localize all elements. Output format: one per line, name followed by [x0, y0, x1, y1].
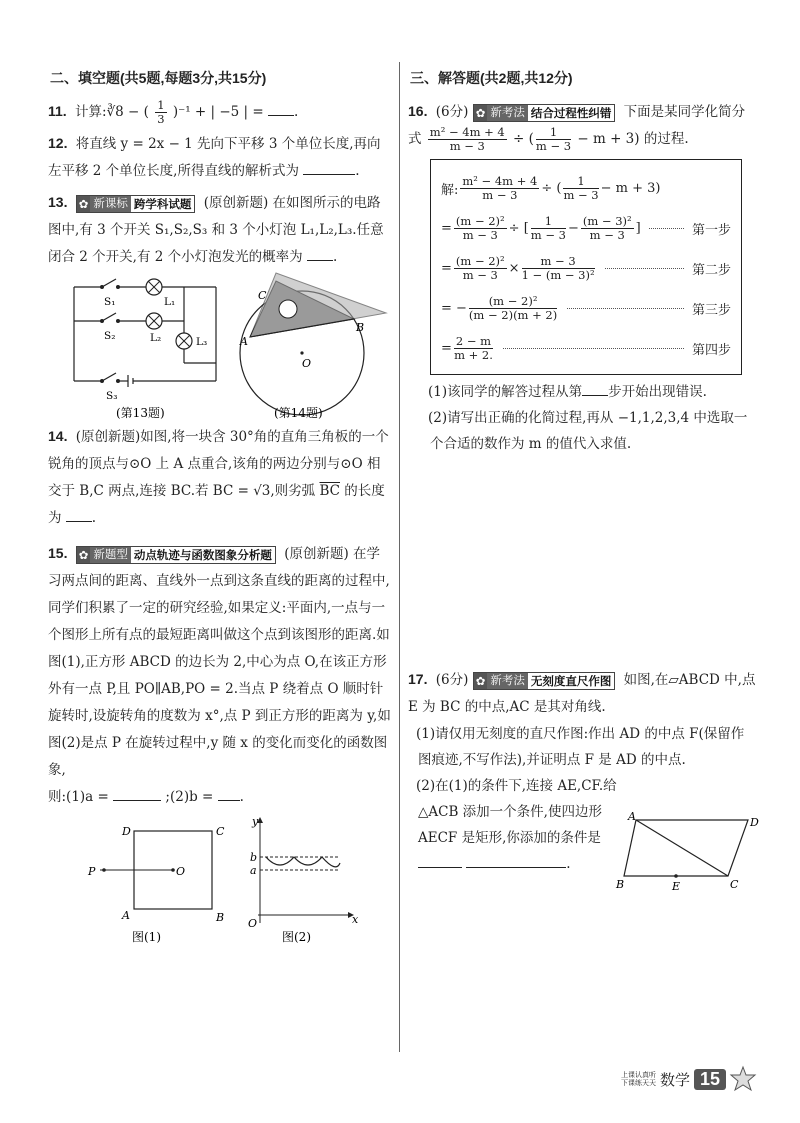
q15-figures — [48, 815, 392, 945]
question-11: 11. 计算:∛8 − ( $\frac{1}{3}$ )⁻¹ + | −5 | = . — [48, 98, 299, 126]
q14-number: 14. — [48, 428, 68, 444]
fig1-label-d: D — [122, 825, 131, 838]
q13-origin: (原创新题) — [203, 195, 269, 211]
q11-number: 11. — [48, 103, 67, 119]
fig2-label-y: y — [252, 815, 259, 828]
q16-step-2: = $\frac{\text{(m − 2)²}}{m - 3}$ × $\frac{m - 3}{\text{1 − (m − 3)²}}$ 第二步 — [441, 253, 731, 282]
label-l1: L₁ — [164, 296, 176, 308]
q11-tail: )⁻¹ + | −5 | = — [172, 104, 264, 120]
label-s2: S₂ — [104, 330, 116, 342]
q17-label-b: B — [616, 878, 625, 891]
q13-number: 13. — [48, 194, 68, 210]
q12-number: 12. — [48, 135, 68, 151]
q16-step-3: = − $\frac{\text{(m − 2)²}}{(m - 2)(m + 2)}$ 第三步 — [441, 293, 731, 322]
step-1-label: 第一步 — [691, 222, 731, 238]
fig2-label-a: a — [250, 864, 257, 877]
section-2-title: 二、填空题(共5题,每题3分,共15分) — [50, 70, 267, 86]
q14-text2: 的长度为 — [48, 483, 385, 526]
q12-text: 将直线 y = 2x − 1 先向下平移 3 个单位长度,再向左平移 2 个单位长度,所得直线的解析式为 — [48, 136, 381, 179]
question-13: 13. ✿ 新课标 跨学科试题 (原创新题) 在如图所示的电路图中,有 3 个开关 S₁,S₂,S₃ 和 3 个小灯泡 L₁,L₂,L₃.任意闭合 2 个开关,有 2 个小灯泡发光的概率为 . — [48, 194, 384, 265]
right-column — [408, 62, 759, 893]
q17-answer-blank[interactable] — [418, 853, 462, 868]
fig2-label-b: b — [250, 851, 258, 864]
footer-slogan: 上课认真听 下课练天天 — [620, 1071, 656, 1087]
q17-score: (6分) — [435, 672, 469, 688]
q14-arc: $\overline{BC}$ — [319, 483, 340, 499]
q15-answer-a-blank[interactable] — [113, 786, 161, 801]
q16-sub2: (2)请写出正确的化简过程,再从 −1,1,2,3,4 中选取一个合适的数作为 m 的值代入求值. — [428, 410, 748, 452]
q16-step-0: 解: $\frac{\text{m² − 4m + 4}}{m - 3}$ ÷ ( $\frac{1}{m - 3}$ − m + 3) — [441, 173, 661, 202]
question-12: 12. 将直线 y = 2x − 1 先向下平移 3 个单位长度,再向左平移 2 个单位长度,所得直线的解析式为 . — [48, 135, 381, 179]
step-4-label: 第四步 — [691, 342, 731, 358]
q17-sub1: (1)请仅用无刻度的直尺作图:作出 AD 的中点 F(保留作图痕迹,不写作法),并证明点 F 是 AD 的中点. — [416, 726, 745, 768]
label-b: B — [356, 321, 365, 334]
q16-step-1: = $\frac{\text{(m − 2)²}}{m - 3}$ ÷ [ $\frac{1}{m - 3}$ − $\frac{\text{(m − 3)²}}{m - 3}$ ] 第一步 — [441, 213, 731, 242]
fig13-caption: (第13题) — [116, 406, 165, 420]
q17-label-a: A — [628, 810, 636, 823]
q15-ask1: 则:(1)a = — [48, 789, 109, 805]
section-3-title: 三、解答题(共2题,共12分) — [410, 70, 573, 86]
star-icon: ✿ — [78, 196, 89, 211]
column-divider — [399, 62, 400, 1052]
q15-tag: ✿ 新题型 动点轨迹与函数图象分析题 — [76, 546, 276, 564]
q16-solution-box — [430, 159, 742, 375]
q16-text: 下面是某同学化简分式 — [408, 104, 746, 147]
label-o: O — [302, 357, 312, 370]
fig1-caption: 图(1) — [132, 930, 161, 944]
label-s3: S₃ — [106, 390, 118, 402]
q17-tag: ✿ 新考法 无刻度直尺作图 — [473, 672, 616, 690]
fig2-caption: 图(2) — [282, 930, 311, 944]
q16-sub1: (1)该同学的解答过程从第 步开始出现错误. — [408, 379, 756, 405]
question-14: 14. (原创新题)如图,将一块含 30°角的直角三角板的一个锐角的顶点与⊙O 上 A 点重合,该角的两边分别与⊙O 相交于 B,C 两点,连接 BC.若 BC = √3,则劣弧 $\overline{BC}$ 的长度为 . — [48, 428, 389, 526]
page-number: 15 — [694, 1069, 726, 1090]
fig2-label-x: x — [352, 913, 359, 926]
q14-answer-blank[interactable] — [66, 507, 92, 522]
fig1-label-b: B — [216, 911, 225, 924]
q13-answer-blank[interactable] — [307, 246, 333, 261]
q11-answer-blank[interactable] — [268, 101, 294, 116]
fig1-label-a: A — [122, 909, 130, 922]
figures-13-14 — [48, 275, 392, 423]
circuit-diagram — [48, 275, 392, 423]
star-icon: ✿ — [475, 673, 486, 688]
fig1-label-c: C — [216, 825, 225, 838]
q17-number: 17. — [408, 671, 428, 687]
q16-number: 16. — [408, 103, 428, 119]
q15-answer-b-blank[interactable] — [218, 786, 240, 801]
label-l3: L₃ — [196, 336, 208, 348]
star-icon: ✿ — [78, 547, 89, 562]
step-3-label: 第三步 — [691, 302, 731, 318]
q13-tag: ✿ 新课标 跨学科试题 — [76, 195, 196, 213]
q15-origin: (原创新题) — [284, 546, 349, 562]
q17-label-d: D — [750, 816, 759, 829]
fig2-label-o: O — [248, 917, 258, 930]
q15-ask2: ;(2)b = — [165, 789, 214, 805]
label-l2: L₂ — [150, 332, 162, 344]
q14-text: (原创新题)如图,将一块含 30°角的直角三角板的一个锐角的顶点与⊙O 上 A 点重合,该角的两边分别与⊙O 相交于 B,C 两点,连接 BC.若 BC = √3,则劣弧 — [48, 429, 389, 499]
q13-text: 在如图所示的电路图中,有 3 个开关 S₁,S₂,S₃ 和 3 个小灯泡 L₁,L₂,L₃.任意闭合 2 个开关,有 2 个小灯泡发光的概率为 — [48, 195, 384, 265]
step-2-label: 第二步 — [691, 262, 731, 278]
q16-answer-blank[interactable] — [582, 381, 608, 396]
label-s1: S₁ — [104, 296, 116, 308]
q11-fraction: $\frac{1}{3}$ — [157, 98, 165, 126]
q16-text2: 的过程. — [643, 131, 689, 147]
q17-label-c: C — [730, 878, 739, 891]
q17-text: 如图,在▱ABCD 中,点 E 为 BC 的中点,AC 是其对角线. — [408, 672, 756, 715]
q16-tag: ✿ 新考法 结合过程性纠错 — [473, 104, 616, 122]
q17-answer-blank-2[interactable] — [466, 853, 566, 868]
label-c: C — [258, 289, 267, 302]
label-a: A — [240, 335, 248, 348]
fig14-caption: (第14题) — [274, 406, 323, 420]
question-16: 16. (6分) ✿ 新考法 结合过程性纠错 下面是某同学化简分式 $\frac{\text{m² − 4m + 4}}{m - 3}$ ÷ ( $\frac{1}{m - 3}$ − m + 3) 的过程. — [408, 103, 746, 153]
page-footer — [621, 1066, 756, 1092]
q16-score: (6分) — [435, 104, 469, 120]
star-badge-icon — [730, 1066, 756, 1092]
q11-text: 计算:∛8 − ( — [75, 104, 149, 120]
q16-expr-frac: $\frac{\text{m² − 4m + 4}}{m - 3}$ — [429, 125, 505, 153]
q16-step-4: = $\frac{2 - m}{m + 2.}$ 第四步 — [441, 333, 731, 362]
q12-answer-blank[interactable] — [303, 160, 355, 175]
question-15: 15. ✿ 新题型 动点轨迹与函数图象分析题 (原创新题) 在学习两点间的距离、直线外一点到这条直线的距离的过程中,同学们积累了一定的研究经验,如果定义:平面内,一点与一个图形上所有点的最短距离叫做这个点到该图形的距离.如图(1),正方形 ABCD 的边长为 2,中心为点 O,在该正方形外有一点 P,且 PO∥AB,PO = 2.当点 P 绕着点 O 顺时针旋转时,设旋转角的度数为 x°,点 P 到正方形的距离为 y,如图(2)是点 P 在旋转过程中,y 随 x 的变化而变化的函数图象, 则:(1)a = ;(2)b = . — [48, 545, 391, 805]
question-17 — [408, 666, 759, 893]
parallelogram-diagram — [616, 810, 759, 893]
star-icon: ✿ — [475, 105, 486, 120]
fig1-label-o: O — [176, 865, 186, 878]
footer-subject: 数学 — [659, 1070, 690, 1089]
q17-label-e: E — [672, 880, 681, 893]
q17-sub2: (2)在(1)的条件下,连接 AE,CF.给△ACB 添加一个条件,使四边形 AECF 是矩形,你添加的条件是 . — [416, 778, 617, 872]
left-column — [48, 62, 392, 949]
q15-text: 在学习两点间的距离、直线外一点到这条直线的距离的过程中,同学们积累了一定的研究经验,如果定义:平面内,一点与一个图形上所有点的最短距离叫做这个点到该图形的距离.如图(1),正方形 ABCD 的边长为 2,中心为点 O,在该正方形外有一点 P,且 PO∥AB,PO = 2.当点 P 绕着点 O 顺时针旋转时,设旋转角的度数为 x°,点 P 到正方形的距离为 y,如图(2)是点 P 在旋转过程中,y 随 x 的变化而变化的函数图象, — [48, 546, 391, 778]
q15-number: 15. — [48, 545, 68, 561]
fig1-label-p: P — [88, 865, 96, 878]
